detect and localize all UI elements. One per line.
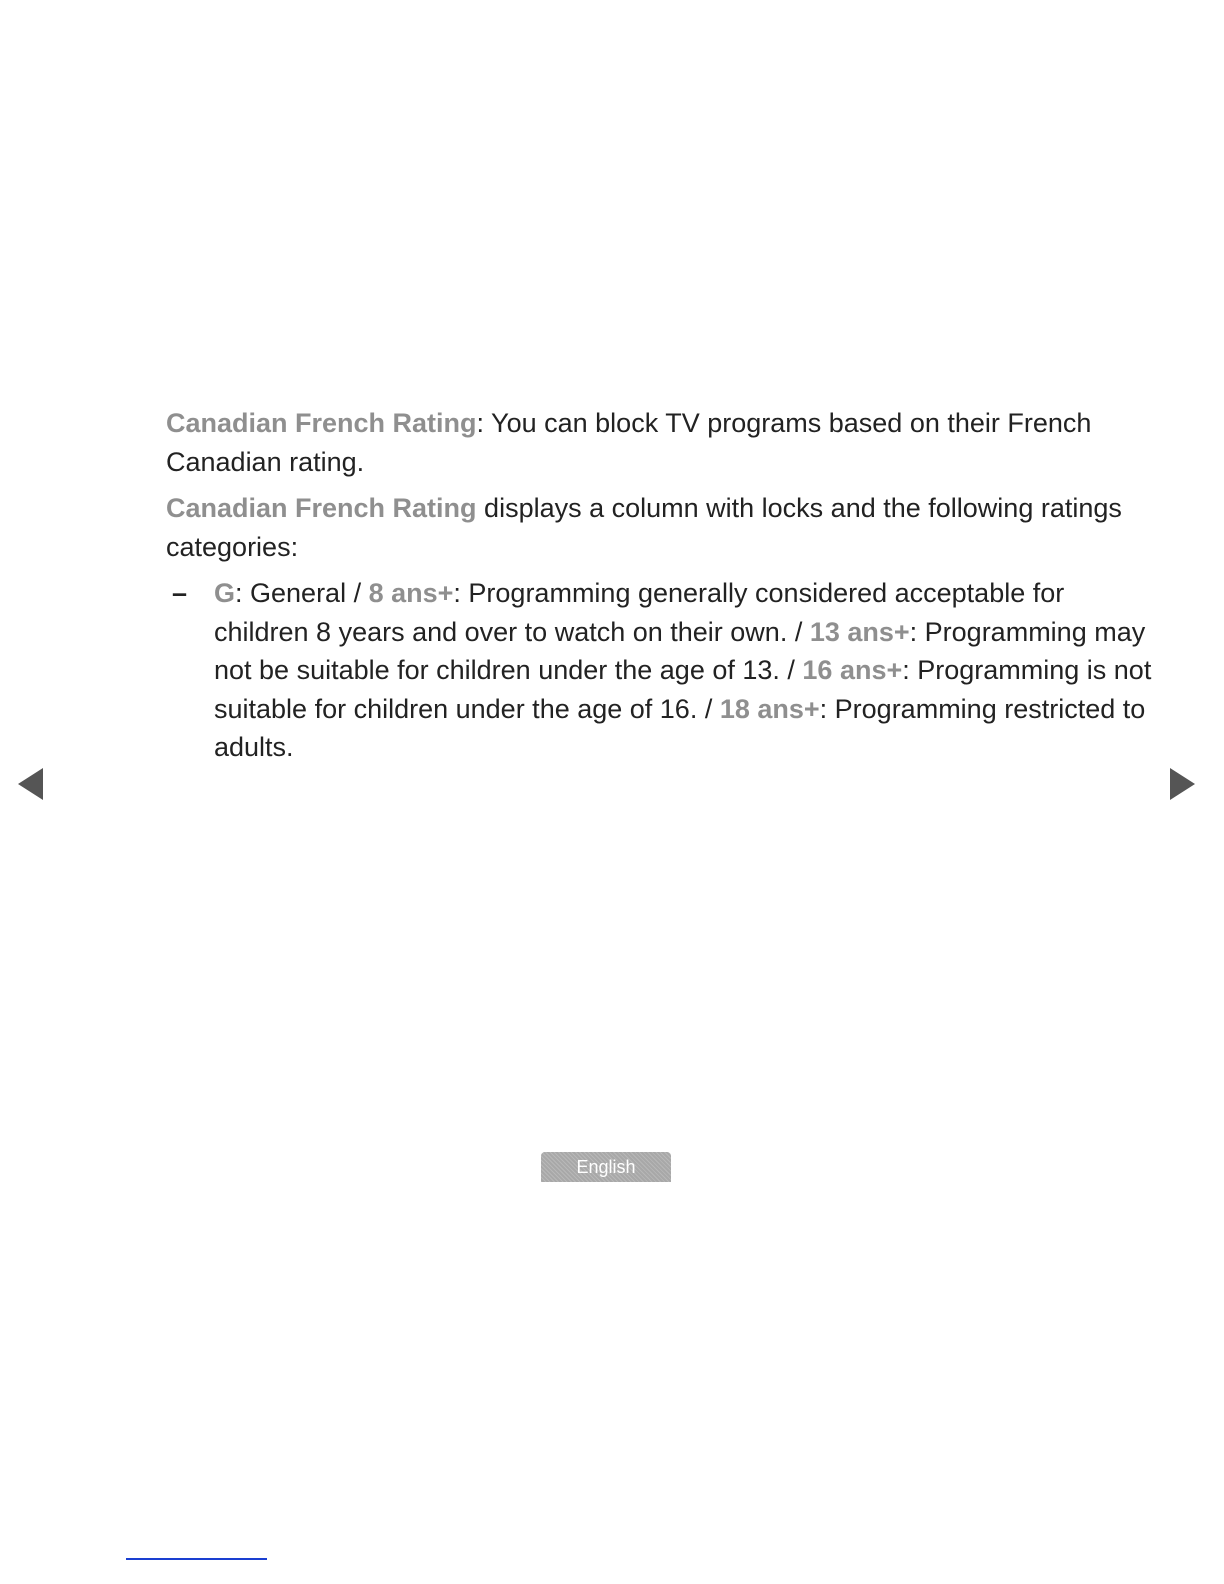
term-canadian-french-rating: Canadian French Rating xyxy=(166,493,477,523)
triangle-left-icon[interactable] xyxy=(18,768,43,800)
term-rating-13-ans: 13 ans+ xyxy=(809,616,910,647)
manual-page-content xyxy=(166,404,1156,767)
paragraph-text: displays a column with locks and the following ratings categories: xyxy=(166,493,1122,562)
rating-8-text: : Programming generally considered acceptable for children 8 years and over to watch on their own. / xyxy=(214,578,1065,647)
paragraph-canadian-french-rating-display xyxy=(166,489,1156,566)
language-tab[interactable]: English xyxy=(541,1152,671,1182)
list-item-ratings xyxy=(166,574,1156,767)
rating-13-text: : Programming may not be suitable for children under the age of 13. / xyxy=(214,616,1146,685)
term-rating-18-ans: 18 ans+ xyxy=(719,693,820,724)
term-rating-8-ans: 8 ans+ xyxy=(368,578,454,608)
rating-18-text: : Programming restricted to adults. xyxy=(214,693,1146,762)
term-rating-16-ans: 16 ans+ xyxy=(802,655,903,685)
paragraph-canadian-french-rating-intro xyxy=(166,404,1156,481)
rating-16-text: : Programming is not suitable for children under the age of 16. / xyxy=(214,655,1152,724)
rating-g-text: : General / xyxy=(235,578,369,608)
term-rating-g: G xyxy=(214,578,236,608)
paragraph-text: : You can block TV programs based on their French Canadian rating. xyxy=(166,408,1092,477)
footer-divider xyxy=(126,1558,267,1560)
triangle-right-icon[interactable] xyxy=(1170,768,1195,800)
bullet-dash: – xyxy=(172,578,188,608)
term-canadian-french-rating: Canadian French Rating xyxy=(166,408,477,438)
